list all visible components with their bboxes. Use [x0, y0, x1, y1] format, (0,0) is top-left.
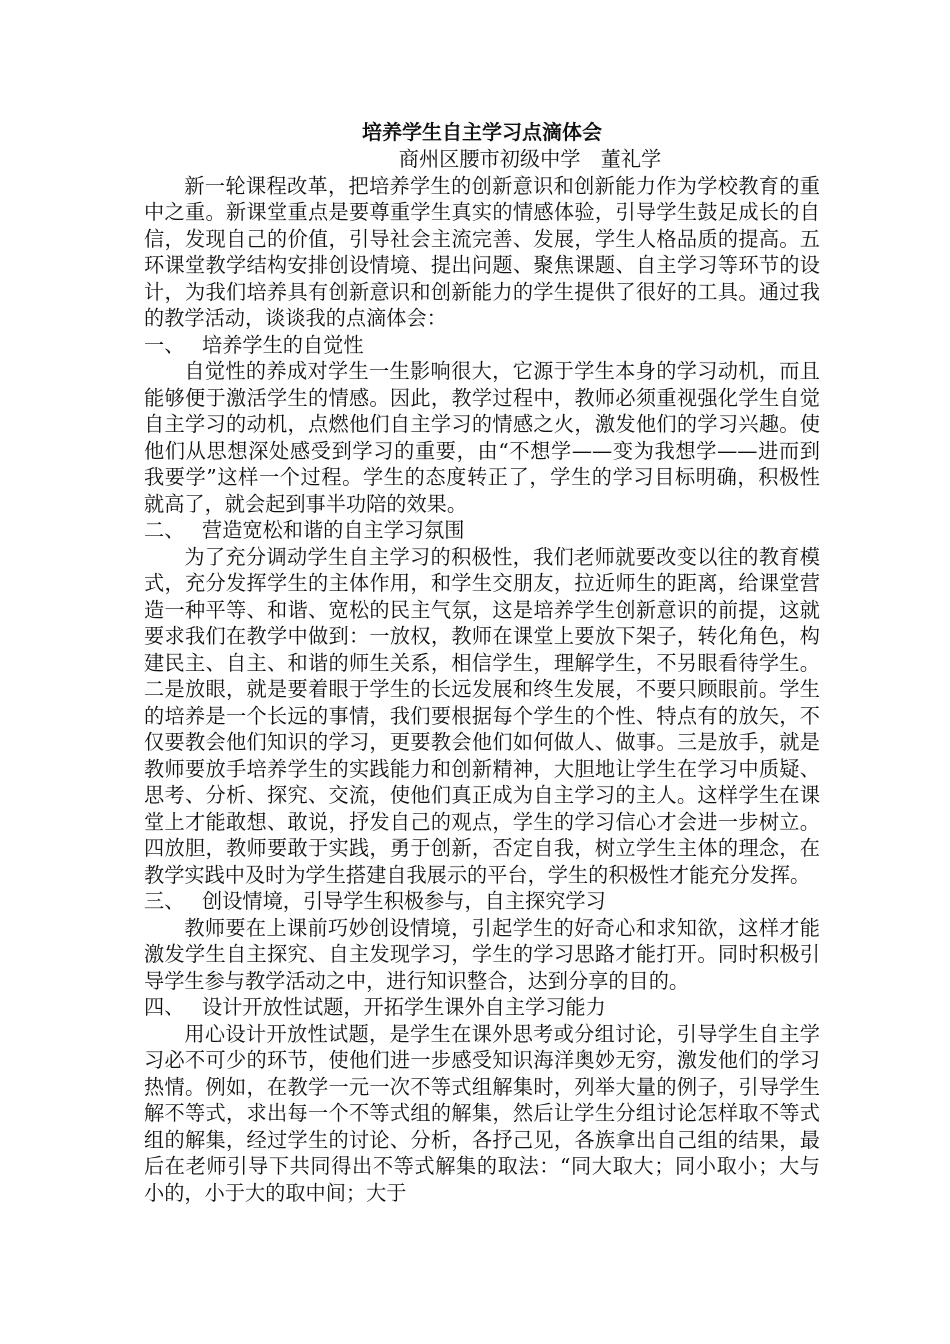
section-heading-text: 营造宽松和谐的自主学习氛围 [202, 518, 465, 542]
section-heading-text: 设计开放性试题，开拓学生课外自主学习能力 [202, 995, 606, 1019]
section-paragraph-4: 用心设计开放性试题，是学生在课外思考或分组讨论，引导学生自主学习必不可少的环节，使他们进一步感受知识海洋奥妙无穷，激发他们的学习热情。例如，在教学一元一次不等式组解集时，列举大量的例子，引导学生解不等式，求出每一个不等式组的解集，然后让学生分组讨论怎样取不等式组的解集，经过学生的讨论、分析，各抒己见，各族拿出自己组的结果，最后在老师引导下共同得出不等式解集的取法：“同大取大；同小取小；大与小的，小于大的取中间；大于 [144, 1021, 820, 1205]
section-number: 二、 [144, 518, 185, 542]
section-heading-text: 培养学生的自觉性 [202, 332, 364, 357]
intro-paragraph: 新一轮课程改革，把培养学生的创新意识和创新能力作为学校教育的重中之重。新课堂重点是要尊重学生真实的情感体验，引导学生鼓足成长的自信，发现自己的价值，引导社会主流完善、发展，学生人格品质的提高。五环课堂教学结构安排创设情境、提出问题、聚焦课题、自主学习等环节的设计，为我们培养具有创新意识和创新能力的学生提供了很好的工具。通过我的教学活动，谈谈我的点滴体会： [144, 173, 820, 330]
document-body [144, 118, 820, 1206]
section-heading-3 [144, 888, 820, 915]
section-paragraph-3: 教师要在上课前巧妙创设情境，引起学生的好奇心和求知欲，这样才能激发学生自主探究、自主发现学习，学生的学习思路才能打开。同时积极引导学生参与教学活动之中，进行知识整合，达到分享的目的。 [144, 915, 820, 993]
section-heading-4 [144, 994, 820, 1021]
section-heading-1 [144, 332, 820, 359]
section-heading-2 [144, 517, 820, 544]
section-paragraph-1: 自觉性的养成对学生一生影响很大，它源于学生本身的学习动机，而且能够便于激活学生的情感。因此，教学过程中，教师必须重视强化学生自觉自主学习的动机，点燃他们自主学习的情感之火，激发他们的学习兴趣。使他们从思想深处感受到学习的重要，由“不想学——变为我想学——进而到我要学”这样一个过程。学生的态度转正了，学生的学习目标明确，积极性就高了，就会起到事半功陪的效果。 [144, 359, 820, 516]
section-number: 三、 [144, 889, 185, 913]
section-paragraph-2: 为了充分调动学生自主学习的积极性，我们老师就要改变以往的教育模式，充分发挥学生的主体作用，和学生交朋友，拉近师生的距离，给课堂营造一种平等、和谐、宽松的民主气氛，这是培养学生创新意识的前提，这就要求我们在教学中做到：一放权，教师在课堂上要放下架子，转化角色，构建民主、自主、和谐的师生关系，相信学生，理解学生，不另眼看待学生。二是放眼，就是要着眼于学生的长远发展和终生发展，不要只顾眼前。学生的培养是一个长远的事情，我们要根据每个学生的个性、特点有的放矢，不仅要教会他们知识的学习，更要教会他们如何做人、做事。三是放手，就是教师要放手培养学生的实践能力和创新精神，大胆地让学生在学习中质疑、思考、分析、探究、交流，使他们真正成为自主学习的主人。这样学生在课堂上才能敢想、敢说，抒发自己的观点，学生的学习信心才会进一步树立。四放胆，教师要敢于实践，勇于创新，否定自我，树立学生主体的理念，在教学实践中及时为学生搭建自我展示的平台，学生的积极性才能充分发挥。 [144, 544, 820, 887]
section-number: 四、 [144, 995, 185, 1019]
document-title: 培养学生自主学习点滴体会 [362, 120, 602, 144]
section-heading-text: 创设情境，引导学生积极参与，自主探究学习 [202, 889, 606, 913]
section-number: 一、 [144, 332, 185, 357]
author-line: 商州区腰市初级中学 董礼学 [398, 147, 662, 171]
